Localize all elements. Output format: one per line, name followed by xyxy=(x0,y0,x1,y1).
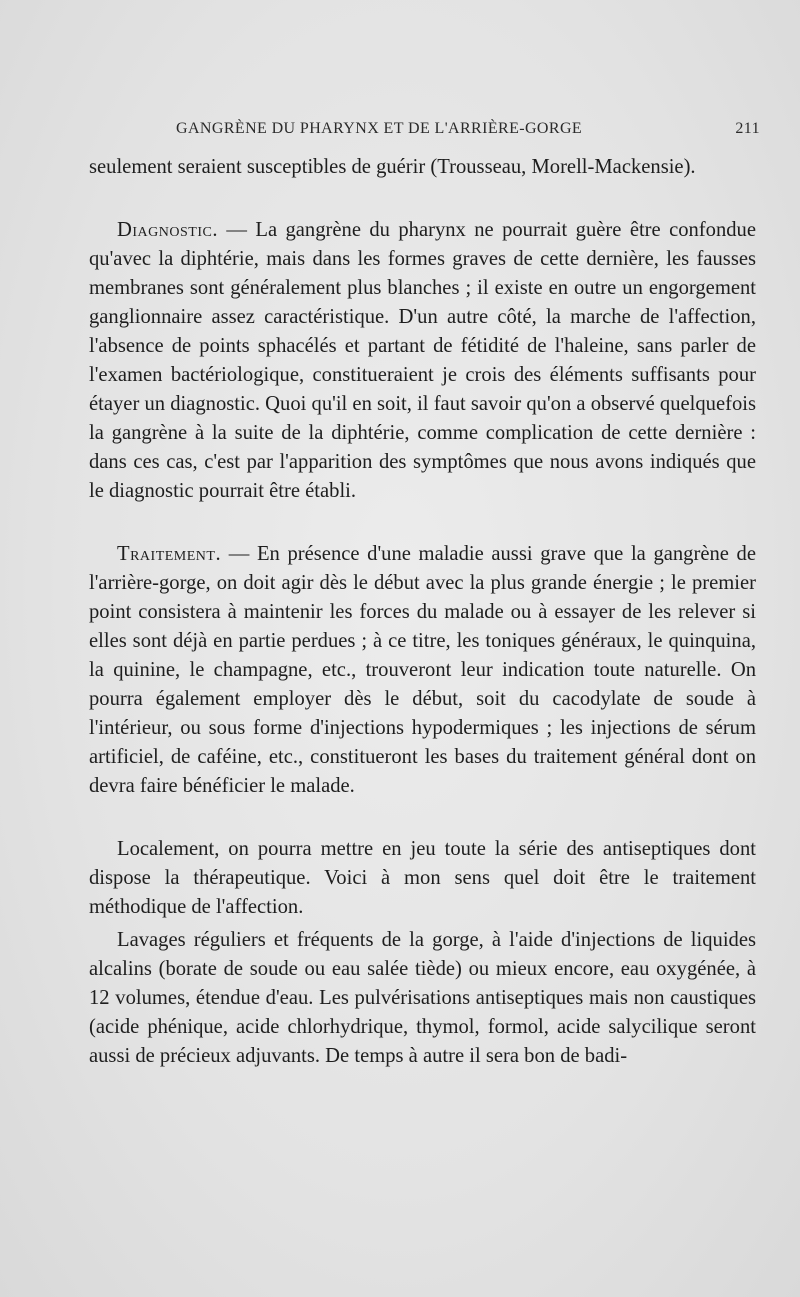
section-lead-traitement: Traitement. xyxy=(117,543,222,565)
section-lead-diagnostic: Diagnostic. xyxy=(117,219,218,241)
running-title: GANGRÈNE DU PHARYNX ET DE L'ARRIÈRE-GORGE xyxy=(176,120,583,137)
page-body xyxy=(89,153,756,1071)
paragraph-traitement xyxy=(89,540,756,801)
paragraph-text: — La gangrène du pharynx ne pourrait guère être confondue qu'avec la diphtérie, mais dans les formes graves de cette dernière, les fausses membranes sont généralement plus blanches ; il existe en outre un engorgement ganglionnaire assez caractéristique. D'un autre côté, la marche de l'affection, l'absence de points sphacélés et partant de fétidité de l'haleine, sans parler de l'examen bactériologique, constitueraient je crois des éléments suffisants pour étayer un diagnostic. Quoi qu'il en soit, il faut savoir qu'on a observé quelquefois la gangrène à la suite de la diphtérie, comme complication de cette dernière : dans ces cas, c'est par l'apparition des symptômes que nous avons indiqués que le diagnostic pourrait être établi. xyxy=(89,219,756,502)
paragraph-text: Lavages réguliers et fréquents de la gorge, à l'aide d'injections de liquides alcalins (borate de soude ou eau salée tiède) ou mieux encore, eau oxygénée, à 12 volumes, étendue d'eau. Les pulvérisations antiseptiques mais non caustiques (acide phénique, acide chlorhydrique, thymol, formol, acide salycilique seront aussi de précieux adjuvants. De temps à autre il sera bon de badi- xyxy=(89,929,756,1067)
page-number: 211 xyxy=(735,120,760,137)
paragraph-continuation xyxy=(89,153,756,182)
paragraph-lavages xyxy=(89,926,756,1071)
paragraph-localement xyxy=(89,835,756,922)
running-header xyxy=(170,120,760,146)
paragraph-text: — En présence d'une maladie aussi grave que la gangrène de l'arrière-gorge, on doit agir dès le début avec la plus grande énergie ; le premier point consistera à maintenir les forces du malade ou à essayer de les relever si elles sont déjà en partie perdues ; à ce titre, les toniques généraux, le quinquina, la quinine, le champagne, etc., trouveront leur indication toute naturelle. On pourra également employer dès le début, soit du cacodylate de soude à l'intérieur, ou sous forme d'injections hypodermiques ; les injections de sérum artificiel, de caféine, etc., constitueront les bases du traitement général dont on devra faire bénéficier le malade. xyxy=(89,543,756,797)
paragraph-text: seulement seraient susceptibles de guérir (Trousseau, Morell-Mackensie). xyxy=(89,156,696,178)
paragraph-diagnostic xyxy=(89,216,756,506)
paragraph-text: Localement, on pourra mettre en jeu toute la série des antiseptiques dont dispose la thérapeutique. Voici à mon sens quel doit être le traitement méthodique de l'affection. xyxy=(89,838,756,918)
